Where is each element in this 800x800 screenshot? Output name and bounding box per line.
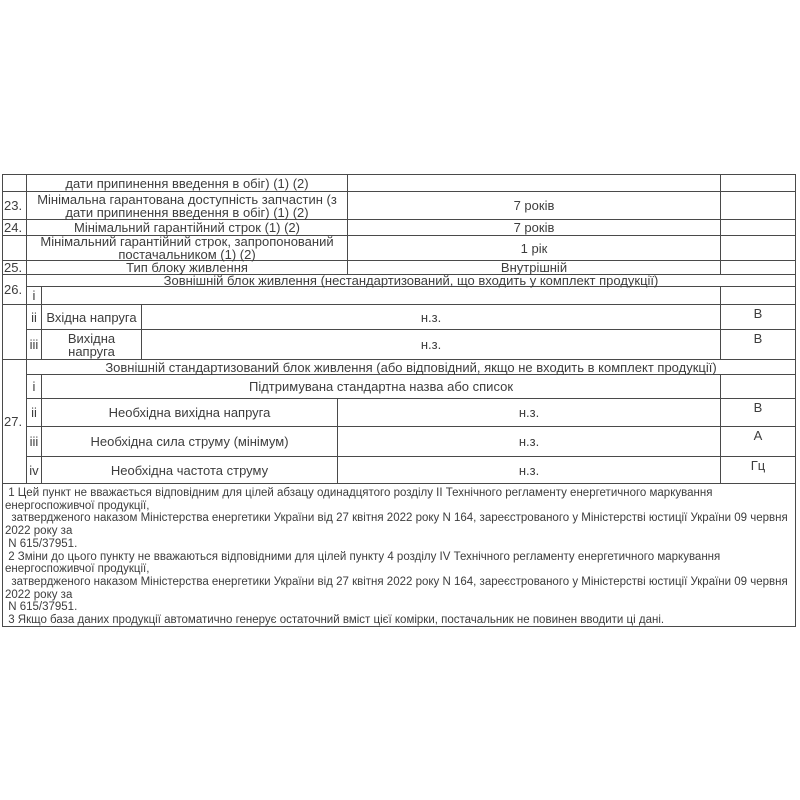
row25-label: Тип блоку живлення (27, 261, 348, 275)
footnote-line: енергоспоживчої продукції, (5, 563, 150, 576)
row22-number (3, 175, 27, 192)
row27ii-index: ii (27, 399, 42, 427)
row26ii-label: Вхідна напруга (42, 305, 142, 330)
row26ii-value: н.з. (142, 305, 721, 330)
row27ii-unit: В (721, 399, 796, 427)
row22-value (348, 175, 721, 192)
row-supplier-warranty-number (3, 236, 27, 261)
row25-value: Внутрішній (348, 261, 721, 275)
row23-unit (721, 192, 796, 220)
footnote-line: 2022 року за (5, 588, 73, 601)
row27ii-label: Необхідна вихідна напруга (42, 399, 338, 427)
section26-number: 26. (3, 275, 27, 305)
product-spec-table (2, 174, 796, 627)
row27i-unit (721, 375, 796, 399)
row27iv-index: iv (27, 457, 42, 484)
row24-value: 7 років (348, 220, 721, 236)
row-supplier-warranty-value: 1 рік (348, 236, 721, 261)
row25-number: 25. (3, 261, 27, 275)
section26-header: Зовнішній блок живлення (нестандартизований, що входить у комплект продукції) (27, 275, 796, 287)
row26iii-label: Вихідна напруга (42, 330, 142, 360)
row-supplier-warranty-unit (721, 236, 796, 261)
footnote-line: 2 Зміни до цього пункту не вважаються відповідними для цілей пункту 4 розділу IV Технічного регламенту енергетичного маркування (5, 550, 721, 563)
section27-number: 27. (3, 360, 27, 484)
row23-label: Мінімальна гарантована доступність запчастин (з дати припинення введення в обіг) (1) (2) (27, 192, 348, 220)
footnote-line: 3 Якщо база даних продукції автоматично генерує остаточний вміст цієї комірки, постачальник не повинен вводити ці дані. (5, 614, 665, 627)
footnote-line: затвердженого наказом Міністерства енергетики України від 27 квітня 2022 року N 164, зареєстрованого у Міністерстві юстиції України 09 червня (5, 575, 788, 588)
row27i-index: i (27, 375, 42, 399)
row22-unit (721, 175, 796, 192)
row26ii-index: ii (27, 305, 42, 330)
row25-unit (721, 261, 796, 275)
row27iv-unit: Гц (721, 457, 796, 484)
row23-value: 7 років (348, 192, 721, 220)
row27iii-index: iii (27, 427, 42, 457)
footnote-line: 1 Цей пункт не вважається відповідним для цілей абзацу одинадцятого розділу II Технічного регламенту енергетичного маркування (5, 487, 713, 499)
row26iii-index: iii (27, 330, 42, 360)
row27iii-unit: А (721, 427, 796, 457)
footnote-line: затвердженого наказом Міністерства енергетики України від 27 квітня 2022 року N 164, зареєстрованого у Міністерстві юстиції України 09 червня (5, 512, 788, 525)
row23-number: 23. (3, 192, 27, 220)
row27iii-value: н.з. (338, 427, 721, 457)
footnote-line: N 615/37951. (5, 601, 78, 614)
row22-continuation-label: дати припинення введення в обіг) (1) (2) (27, 175, 348, 192)
row-supplier-warranty-label: Мінімальний гарантійний строк, запропонований постачальником (1) (2) (27, 236, 348, 261)
section26-number-spacer (3, 305, 27, 360)
row24-number: 24. (3, 220, 27, 236)
row24-unit (721, 220, 796, 236)
row27ii-value: н.з. (338, 399, 721, 427)
row26iii-value: н.з. (142, 330, 721, 360)
row26i-index: i (27, 287, 42, 305)
footnote-line: 2022 року за (5, 525, 73, 538)
section27-header: Зовнішній стандартизований блок живлення (або відповідний, якщо не входить в комплект продукції) (27, 360, 796, 375)
row27i-content: Підтримувана стандартна назва або список (42, 375, 721, 399)
row24-label: Мінімальний гарантійний строк (1) (2) (27, 220, 348, 236)
row26i-unit (721, 287, 796, 305)
footnote-line: N 615/37951. (5, 537, 78, 550)
footnote-line: енергоспоживчої продукції, (5, 499, 150, 512)
row27iv-label: Необхідна частота струму (42, 457, 338, 484)
footnotes-box (3, 484, 796, 627)
row26ii-unit: В (721, 305, 796, 330)
row26iii-unit: В (721, 330, 796, 360)
row27iv-value: н.з. (338, 457, 721, 484)
row27iii-label: Необхідна сила струму (мінімум) (42, 427, 338, 457)
row26i-content (42, 287, 721, 305)
